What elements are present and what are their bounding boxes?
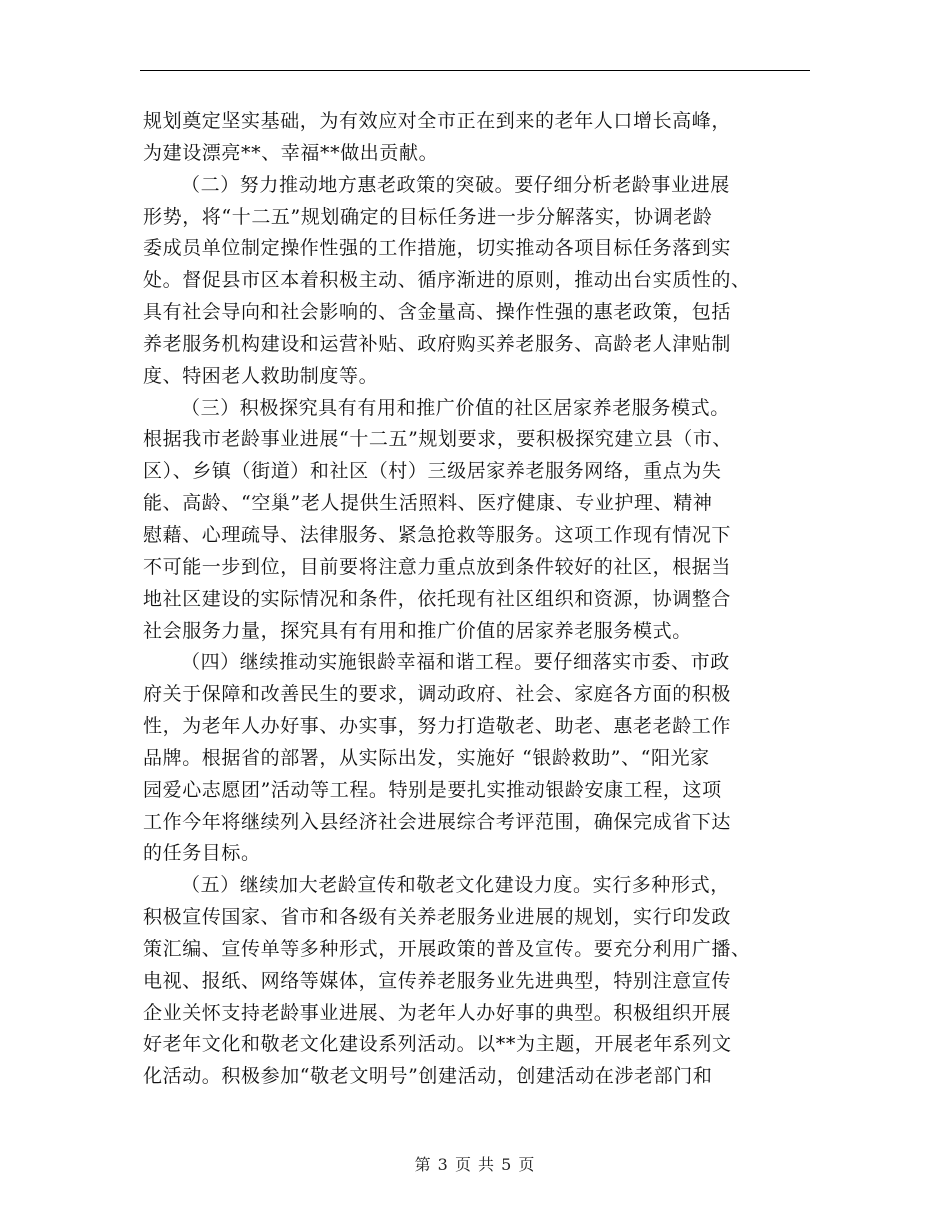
text-line: 养老服务机构建设和运营补贴、政府购买养老服务、高龄老人津贴制 (143, 332, 732, 355)
text-line: 委成员单位制定操作性强的工作措施，切实推动各项目标任务落到实 (143, 237, 732, 260)
text-line: 府关于保障和改善民生的要求，调动政府、社会、家庭各方面的积极 (143, 683, 732, 706)
text-line: 积极宣传国家、省市和各级有关养老服务业进展的规划，实行印发政 (143, 906, 732, 929)
text-line: 慰藉、心理疏导、法律服务、紧急抢救等服务。这项工作现有情况下 (143, 523, 732, 546)
text-line: 策汇编、宣传单等多种形式，开展政策的普及宣传。要充分利用广播、 (143, 937, 751, 960)
text-line: 地社区建设的实际情况和条件，依托现有社区组织和资源，协调整合 (143, 587, 732, 610)
page-number-footer: 第 3 页 共 5 页 (414, 1155, 536, 1174)
section-heading-line: （三）积极探究具有有用和推广价值的社区居家养老服务模式。 (181, 396, 730, 419)
text-line: 为建设漂亮**、幸福**做出贡献。 (143, 141, 439, 164)
section-heading-line: （二）努力推动地方惠老政策的突破。要仔细分析老龄事业进展 (181, 173, 730, 196)
text-line: 的任务目标。 (143, 842, 261, 865)
text-line: 根据我市老龄事业进展“十二五”规划要求，要积极探究建立县（市、 (143, 428, 733, 451)
document-body (143, 106, 815, 1093)
text-line: 工作今年将继续列入县经济社会进展综合考评范围，确保完成省下达 (143, 810, 732, 833)
text-line: 品牌。根据省的部署，从实际出发，实施好 “银龄救助”、“阳光家 (143, 746, 710, 769)
text-line: 区）、乡镇（街道）和社区（村）三级居家养老服务网络，重点为失 (143, 460, 722, 483)
text-line: 园爱心志愿团”活动等工程。特别是要扎实推动银龄安康工程，这项 (143, 778, 722, 801)
text-line: 度、特困老人救助制度等。 (143, 364, 379, 387)
text-line: 处。督促县市区本着积极主动、循序渐进的原则，推动出台实质性的、 (143, 269, 751, 292)
text-line: 形势，将“十二五”规划确定的目标任务进一步分解落实，协调老龄 (143, 205, 713, 228)
text-line: 具有社会导向和社会影响的、含金量高、操作性强的惠老政策，包括 (143, 301, 732, 324)
text-line: 好老年文化和敬老文化建设系列活动。以**为主题，开展老年系列文 (143, 1033, 732, 1056)
header-rule (140, 70, 810, 71)
text-line: 企业关怀支持老龄事业进展、为老年人办好事的典型。积极组织开展 (143, 1001, 732, 1024)
text-line: 社会服务力量，探究具有有用和推广价值的居家养老服务模式。 (143, 619, 692, 642)
text-line: 规划奠定坚实基础，为有效应对全市正在到来的老年人口增长高峰， (143, 110, 732, 132)
text-line: 化活动。积极参加“敬老文明号”创建活动，创建活动在涉老部门和 (143, 1065, 713, 1088)
text-line: 能、高龄、“空巢”老人提供生活照料、医疗健康、专业护理、精神 (143, 492, 713, 515)
section-heading-line: （四）继续推动实施银龄幸福和谐工程。要仔细落实市委、市政 (181, 651, 730, 674)
text-line: 性，为老年人办好事、办实事，努力打造敬老、助老、惠老老龄工作 (143, 715, 732, 738)
section-heading-line: （五）继续加大老龄宣传和敬老文化建设力度。实行多种形式， (181, 874, 730, 897)
text-line: 电视、报纸、网络等媒体，宣传养老服务业先进典型，特别注意宣传 (143, 969, 732, 992)
text-line: 不可能一步到位，目前要将注意力重点放到条件较好的社区，根据当 (143, 555, 732, 578)
